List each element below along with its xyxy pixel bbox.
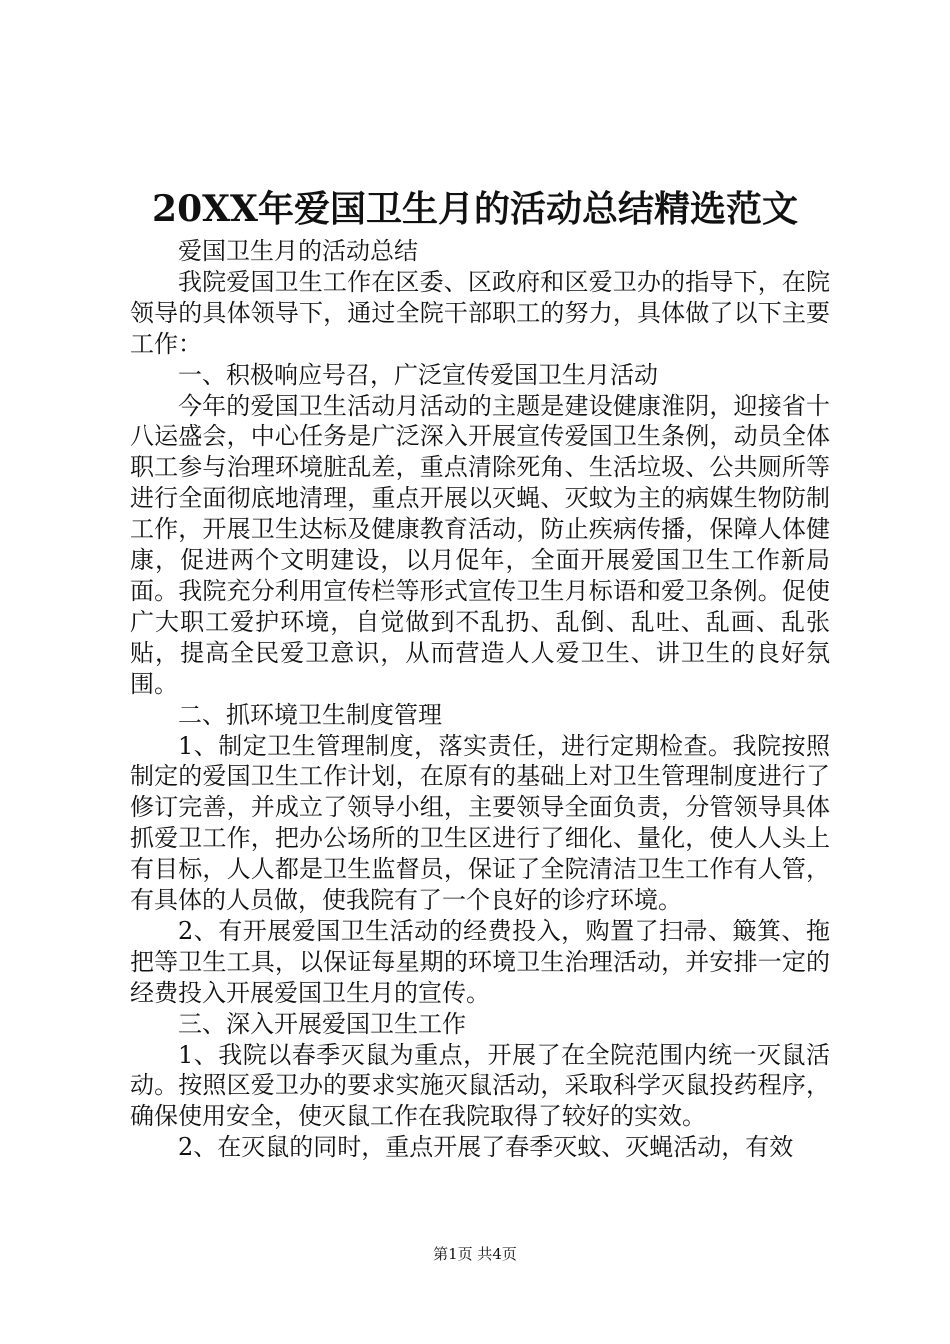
document-title: 20XX年爱国卫生月的活动总结精选范文 (152, 188, 798, 230)
paragraph-heading: 爱国卫生月的活动总结 (178, 237, 418, 265)
document-body (130, 236, 830, 1163)
paragraph-intro: 我院爱国卫生工作在区委、区政府和区爱卫办的指导下，在院领导的具体领导下，通过全院干部职工的努力，具体做了以下主要工作： (130, 267, 830, 358)
section-heading-2: 二、抓环境卫生制度管理 (178, 700, 442, 729)
page-number-footer: 第1页 共4页 (433, 1245, 517, 1263)
section-heading-3: 三、深入开展爱国卫生工作 (178, 1009, 466, 1038)
paragraph: 1、制定卫生管理制度，落实责任，进行定期检查。我院按照制定的爱国卫生工作计划，在原有的基础上对卫生管理制度进行了修订完善，并成立了领导小组，主要领导全面负责，分管领导具体抓爱卫工作，把办公场所的卫生区进行了细化、量化，使人人头上有目标，人人都是卫生监督员，保证了全院清洁卫生工作有人管，有具体的人员做，使我院有了一个良好的诊疗环境。 (130, 731, 830, 915)
paragraph: 今年的爱国卫生活动月活动的主题是建设健康淮阴，迎接省十八运盛会，中心任务是广泛深入开展宣传爱国卫生条例，动员全体职工参与治理环境脏乱差，重点清除死角、生活垃圾、公共厕所等进行全面彻底地清理，重点开展以灭蝇、灭蚊为主的病媒生物防制工作，开展卫生达标及健康教育活动，防止疾病传播，保障人体健康，促进两个文明建设，以月促年，全面开展爱国卫生工作新局面。我院充分利用宣传栏等形式宣传卫生月标语和爱卫条例。促使广大职工爱护环境，自觉做到不乱扔、乱倒、乱吐、乱画、乱张贴，提高全民爱卫意识，从而营造人人爱卫生、讲卫生的良好氛围。 (130, 391, 830, 698)
paragraph: 2、有开展爱国卫生活动的经费投入，购置了扫帚、簸箕、拖把等卫生工具，以保证每星期的环境卫生治理活动，并安排一定的经费投入开展爱国卫生月的宣传。 (130, 916, 830, 1007)
paragraph: 2、在灭鼠的同时，重点开展了春季灭蚊、灭蝇活动，有效 (178, 1133, 794, 1162)
section-heading-1: 一、积极响应号召，广泛宣传爱国卫生月活动 (178, 360, 658, 389)
paragraph: 1、我院以春季灭鼠为重点，开展了在全院范围内统一灭鼠活动。按照区爱卫办的要求实施灭鼠活动，采取科学灭鼠投药程序，确保使用安全，使灭鼠工作在我院取得了较好的实效。 (130, 1040, 830, 1131)
